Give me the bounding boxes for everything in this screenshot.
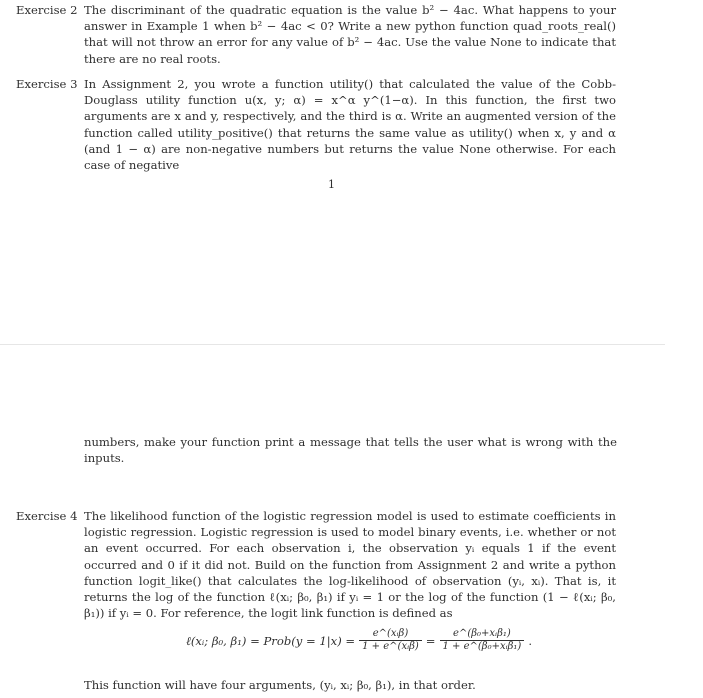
exercise-3-continuation-text: numbers, make your function print a message that tells the user what is wrong with the inputs. [84, 435, 617, 466]
formula-end: . [528, 633, 532, 648]
fraction-2-denominator: 1 + e^(β₀+xᵢβ₁) [442, 641, 522, 652]
formula-equals: = [425, 633, 436, 648]
exercise-4-final-line: This function will have four arguments, (yᵢ, xᵢ; β₀, β₁), in that order. [84, 678, 476, 692]
fraction-2-numerator: e^(β₀+xᵢβ₁) [453, 628, 511, 639]
formula-lhs: ℓ(xᵢ; β₀, β₁) = Prob(y = 1|x) = [186, 633, 356, 648]
fraction-1-denominator: 1 + e^(xᵢβ) [362, 641, 419, 652]
page-break-divider [0, 344, 665, 345]
exercise-4-text: The likelihood function of the logistic regression model is used to estimate coefficients in logistic regression. Logistic regression is used to model binary events, i.e. whether or not an event occurred. For each observation i, the observation yᵢ equals 1 if the event occurred and 0 if it did not. Build on the function from Assignment 2 and write a python function logit_like() that calculates the log-likelihood of observation (yᵢ, xᵢ). That is, it returns the log of the function ℓ(xᵢ; β₀, β₁) if yᵢ = 1 or the log of the function (1 − ℓ(xᵢ; β₀, β₁)) if yᵢ = 0. For reference, the logit link function is defined as [84, 509, 616, 621]
exercise-2 [16, 2, 616, 67]
exercise-3 [16, 76, 616, 173]
exercise-3-text: In Assignment 2, you wrote a function utility() that calculated the value of the Cobb-Douglass utility function u(x, y; α) = x^α y^(1−α). In this function, the first two arguments are x and y, respectively, and the third is α. Write an augmented version of the function called utility_positive() that returns the same value as utility() when x, y and α (and 1 − α) are non-negative numbers but returns the value None otherwise. For each case of negative [84, 77, 616, 173]
exercise-4 [16, 508, 616, 621]
exercise-3-label: Exercise 3 [16, 77, 78, 91]
exercise-2-text: The discriminant of the quadratic equation is the value b² − 4ac. What happens to your answer in Example 1 when b² − 4ac < 0? Write a new python function quad_roots_real() that will not throw an error for any value of b² − 4ac. Use the value None to indicate that there are no real roots. [84, 3, 616, 66]
exercise-2-label: Exercise 2 [16, 3, 78, 17]
exercise-3-continuation [84, 434, 617, 466]
logit-formula [186, 628, 532, 653]
exercise-4-label: Exercise 4 [16, 509, 78, 523]
formula-fraction-2 [440, 628, 525, 653]
page-number: 1 [328, 178, 335, 191]
formula-fraction-1 [359, 628, 422, 653]
fraction-1-numerator: e^(xᵢβ) [372, 628, 409, 639]
